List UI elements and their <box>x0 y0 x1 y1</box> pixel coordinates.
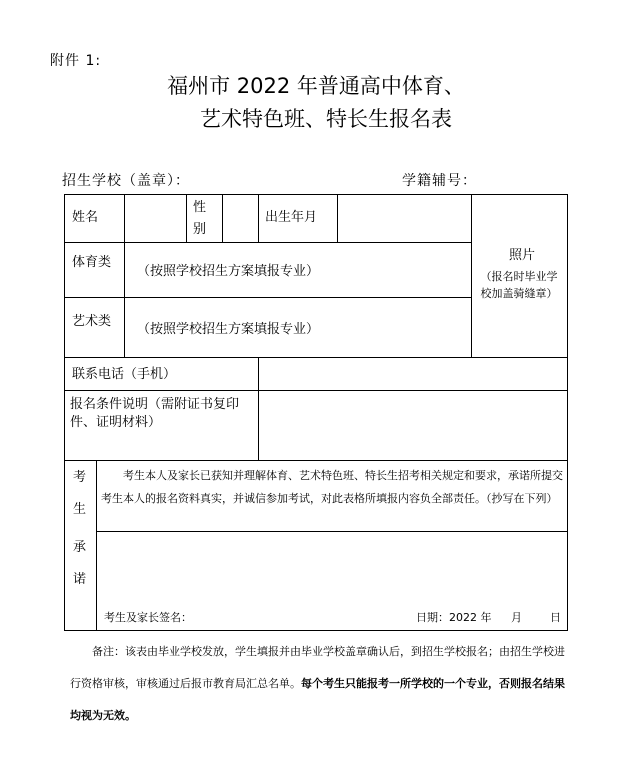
phone-label: 联系电话（手机） <box>72 367 177 382</box>
school-stamp-label: 招生学校（盖章）： <box>62 173 190 189</box>
remarks-note <box>70 636 570 732</box>
row-divider <box>64 242 471 243</box>
sports-category-label: 体育类 <box>72 255 112 270</box>
photo-note: （报名时毕业学校加盖骑缝章） <box>480 270 558 300</box>
student-number-label: 学籍辅号： <box>402 173 477 189</box>
phone-field[interactable] <box>259 358 566 389</box>
table-border-bottom <box>64 630 568 631</box>
promise-label-char: 生 <box>73 502 87 517</box>
promise-copy-area[interactable] <box>97 532 567 607</box>
birth-date-label: 出生年月 <box>265 210 318 225</box>
col-divider <box>258 194 259 243</box>
attachment-label: 附件 1: <box>50 53 102 69</box>
table-border-left <box>64 194 65 631</box>
row-divider <box>64 297 471 298</box>
remarks-bold-text: 每个考生只能报考一所学校的一个专业，否则报名结果均视为无效。 <box>70 677 565 722</box>
condition-label: 报名条件说明（需附证书复印件、证明材料） <box>70 397 240 430</box>
sports-specialty-hint: （按照学校招生方案填报专业） <box>137 264 320 279</box>
form-title-line2: 艺术特色班、特长生报名表 <box>200 107 452 131</box>
date-month-label: 月 <box>511 611 522 624</box>
gender-label-bottom: 别 <box>193 222 207 237</box>
form-title-line1: 福州市 2022 年普通高中体育、 <box>167 74 465 98</box>
table-border-right <box>567 194 568 631</box>
name-label: 姓名 <box>72 210 99 225</box>
photo-label: 照片 <box>509 248 536 263</box>
promise-label-char: 诺 <box>73 572 87 587</box>
col-divider <box>471 194 472 358</box>
remarks-text: 备注：该表由毕业学校发放，学生填报并由毕业学校盖章确认后，到招生学校报名；由招生学校进行资格审核，审核通过后报市教育局汇总名单。 <box>70 645 565 690</box>
promise-label-char: 承 <box>73 540 87 555</box>
promise-text: 考生本人及家长已获知并理解体育、艺术特色班、特长生招考相关规定和要求，承诺所提交考生本人的报名资料真实，并诚信参加考试，对此表格所填报内容负全部责任。（抄写在下列） <box>101 469 563 505</box>
name-value-field[interactable] <box>125 195 185 242</box>
signature-label: 考生及家长签名： <box>104 611 192 624</box>
arts-specialty-hint: （按照学校招生方案填报专业） <box>137 322 320 337</box>
date-label: 日期：2022 年 <box>416 611 492 624</box>
row-divider <box>64 460 568 461</box>
condition-field[interactable] <box>259 391 566 459</box>
gender-label-top: 性 <box>193 200 207 215</box>
col-divider <box>186 194 187 243</box>
arts-category-label: 艺术类 <box>72 314 112 329</box>
date-day-label: 日 <box>550 611 561 624</box>
gender-value-field[interactable] <box>223 195 257 242</box>
promise-label-char: 考 <box>73 470 87 485</box>
birth-date-field[interactable] <box>338 195 470 242</box>
